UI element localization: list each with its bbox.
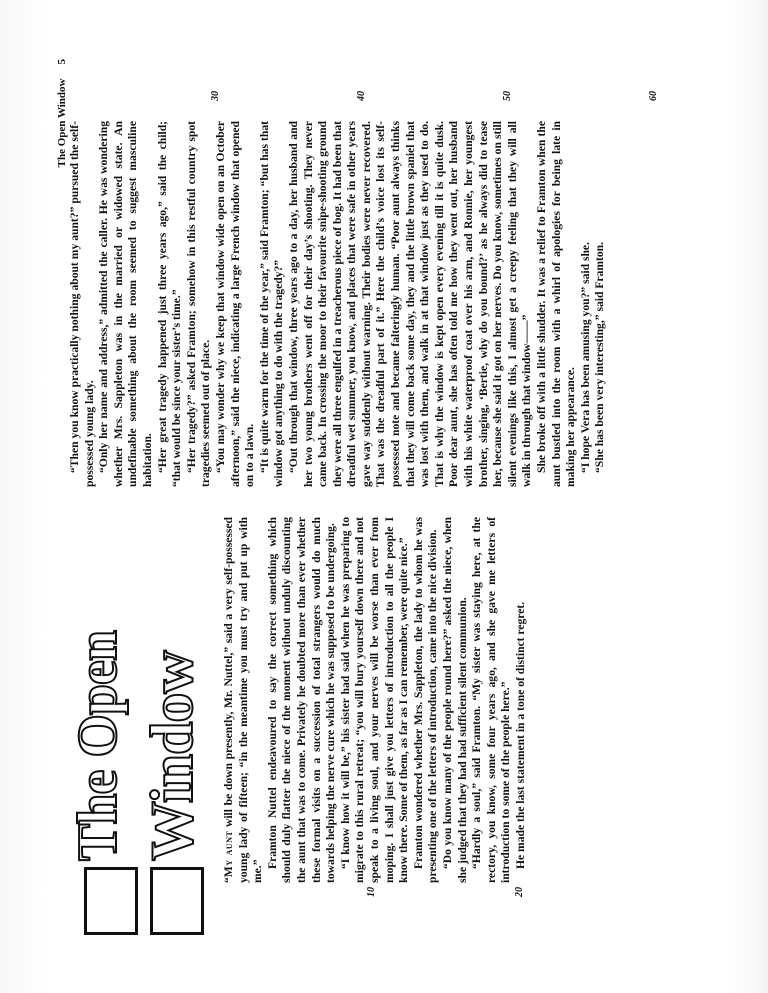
running-header xyxy=(56,59,68,167)
running-title: The Open Window xyxy=(56,78,68,168)
paragraph: Framton Nuttel endeavoured to say the correct something which should duly flatter the niece of the moment without unduly discounting the aunt that was to come. Privately he doubted more than ever whether these formal visits on a succession of total strangers would do much towards helping the nerve cure which he was supposed to be undergoing. xyxy=(265,517,338,883)
paragraph: “She has been very interesting,” said Framton. xyxy=(593,241,607,473)
paragraph: Framton wondered whether Mrs. Sappleton, the lady to whom he was presenting one of the letters of introduction, came into the nice division. xyxy=(411,517,440,883)
paragraph: “I hope Vera has been amusing you?” said she. xyxy=(578,242,592,473)
paragraph: “Then you know practically nothing about my aunt?” pursued the self-possessed young lady. xyxy=(68,121,96,487)
paragraph: “Only her name and address,” admitted the caller. He was wondering whether Mrs. Sappleton was in the married or widowed state. An undefinable something about the room seemed to suggest masculine habitation. xyxy=(97,121,154,487)
scan-edge-left xyxy=(0,0,46,993)
paragraph: “Do you know many of the people round here?” asked the niece, when she judged that they had had sufficient silent communion. xyxy=(440,517,469,883)
paragraph: “Her tragedy?” asked Framton; somehow in this restful country spot tragedies seemed out of place. xyxy=(184,121,213,487)
line-number: 30 xyxy=(210,91,221,101)
line-number: 40 xyxy=(356,91,367,101)
paragraph: “I know how it will be,” his sister had said when he was preparing to migrate to this rural retreat; “you will bury yourself down there and not speak to a living soul, and your nerves will be worse than ever from moping. I shall just give you letters of introduction to all the people I know there. Some of them, as far as I can remember, were quite nice.” xyxy=(338,517,411,883)
line-number: 20 xyxy=(514,887,525,897)
title-line-1: The Open xyxy=(67,630,129,861)
left-column xyxy=(222,517,528,883)
paragraph: He made the last statement in a tone of distinct regret. xyxy=(513,601,527,869)
paragraph: She broke off with a little shudder. It was a relief to Framton when the aunt bustled into the room with a whirl of apologies for being late in making her appearance. xyxy=(535,121,578,487)
title-line-2: Window xyxy=(139,651,205,861)
paragraph: “Hardly a soul,” said Framton. “My sister was staying here, at the rectory, you know, some four years ago, and she gave me letters of introduction to some of the people here.” xyxy=(470,517,513,883)
page-number: 5 xyxy=(56,59,68,65)
paragraph: “It is quite warm for the time of the year,” said Framton; “but has that window got anything to do with the tragedy?” xyxy=(257,121,286,487)
scan-edge-right xyxy=(728,0,768,993)
line-number: 60 xyxy=(648,91,659,101)
line-number: 50 xyxy=(502,91,513,101)
right-column xyxy=(68,121,608,487)
paragraph: “Out through that window, three years ago to a day, her husband and her two young brothers went off for their day’s shooting. They never came back. In crossing the moor to their favourite snipe-shooting ground they were all three engulfed in a treacherous piece of bog. It had been that dreadful wet summer, you know, and places that were safe in other years gave way suddenly without warning. Their bodies were never recovered. That was the dreadful part of it.” Here the child’s voice lost its self-possessed note and became falteringly human. “Poor aunt always thinks that they will come back some day, they and the little brown spaniel that was lost with them, and walk in at that window just as they used to do. That is why the window is kept open every evening till it is quite dusk. Poor dear aunt, she has often told me how they went out, her husband with his white waterproof coat over his arm, and Ronnie, her youngest brother, singing, ‘Bertie, why do you bound?’ as he always did to tease her, because she said it got on her nerves. Do you know, sometimes on still silent evenings like this, I almost get a creepy feeling that they will all walk in through that window——” xyxy=(286,121,534,487)
paragraph: “Her great tragedy happened just three years ago,” said the child; “that would be since your sister’s time.” xyxy=(155,121,184,487)
title-box-decoration xyxy=(84,867,138,935)
paragraph: “My aunt will be down presently, Mr. Nuttel,” said a very self-possessed young lady of fifteen; “in the meantime you must try and put up with me.” xyxy=(222,517,265,883)
line-number: 10 xyxy=(366,887,377,897)
title-box-decoration xyxy=(150,867,204,935)
drop-lead: My aunt xyxy=(222,830,235,878)
story-title xyxy=(68,565,218,935)
book-page xyxy=(50,53,700,943)
paragraph: “You may wonder why we keep that window wide open on an October afternoon,” said the niece, indicating a large French window that opened on to a lawn. xyxy=(213,121,257,487)
